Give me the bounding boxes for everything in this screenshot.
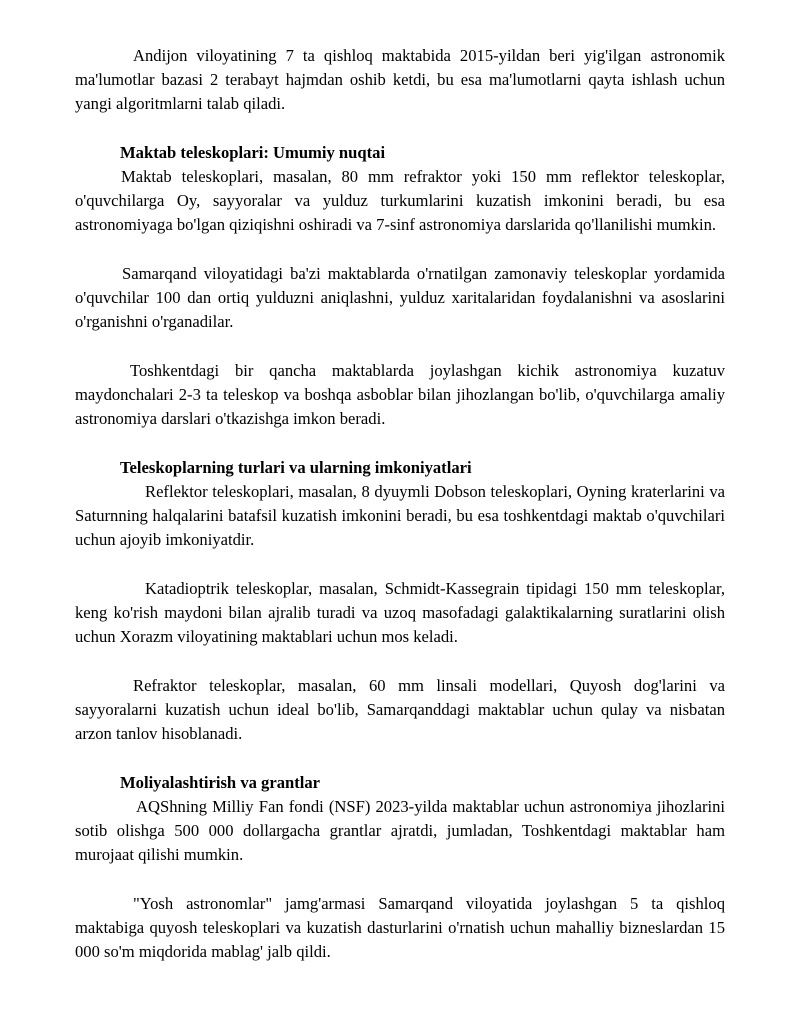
- section-heading-funding: Moliyalashtirish va grantlar: [120, 773, 321, 792]
- intro-paragraph: Andijon viloyatining 7 ta qishloq maktabida 2015-yildan beri yig'ilgan astronomik ma'lumotlar bazasi 2 terabayt hajmdan oshib ketdi, bu esa ma'lumotlarni qayta ishlash uchun yangi algoritmlarni talab qiladi.: [75, 46, 725, 113]
- section-heading-telescope-types: Teleskoplarning turlari va ularning imkoniyatlari: [120, 458, 472, 477]
- section-heading-school-telescopes: Maktab teleskoplari: Umumiy nuqtai: [120, 143, 386, 162]
- paragraph-school-telescopes: Maktab teleskoplari, masalan, 80 mm refraktor yoki 150 mm reflektor teleskoplar, o'quvchilarga Oy, sayyoralar va yulduz turkumlarini kuzatish imkonini beradi, bu esa astronomiyaga bo'lgan qiziqishni oshiradi va 7-sinf astronomiya darslarida qo'llanilishi mumkin.: [75, 167, 725, 234]
- paragraph-toshkent: Toshkentdagi bir qancha maktablarda joylashgan kichik astronomiya kuzatuv maydonchalari 2-3 ta teleskop va boshqa asboblar bilan jihozlangan bo'lib, o'quvchilarga amaliy astronomiya darslari o'tkazishga imkon beradi.: [75, 361, 725, 428]
- paragraph-reflector: Reflektor teleskoplari, masalan, 8 dyuymli Dobson teleskoplari, Oyning kraterlarini va Saturnning halqalarini batafsil kuzatish imkonini beradi, bu esa toshkentdagi maktab o'quvchilari uchun ajoyib imkoniyatdir.: [75, 482, 725, 549]
- paragraph-nsf: AQShning Milliy Fan fondi (NSF) 2023-yilda maktablar uchun astronomiya jihozlarini sotib olishga 500 000 dollargacha grantlar ajratdi, jumladan, Toshkentdagi maktablar ham murojaat qilishi mumkin.: [75, 797, 725, 864]
- paragraph-samarqand: Samarqand viloyatidagi ba'zi maktablarda o'rnatilgan zamonaviy teleskoplar yordamida o'quvchilar 100 dan ortiq yulduzni aniqlashni, yulduz xaritalaridan foydalanishni va asoslarini o'rganishni o'rganadilar.: [75, 264, 725, 331]
- paragraph-catadioptric: Katadioptrik teleskoplar, masalan, Schmidt-Kassegrain tipidagi 150 mm teleskoplar, keng ko'rish maydoni bilan ajralib turadi va uzoq masofadagi galaktikalarning suratlarini olish uchun Xorazm viloyatining maktablari uchun mos keladi.: [75, 579, 725, 646]
- paragraph-refractor: Refraktor teleskoplar, masalan, 60 mm linsali modellari, Quyosh dog'larini va sayyoralarni kuzatish uchun ideal bo'lib, Samarqanddagi maktablar uchun qulay va nisbatan arzon tanlov hisoblanadi.: [75, 676, 725, 743]
- paragraph-young-astronomers: "Yosh astronomlar" jamg'armasi Samarqand viloyatida joylashgan 5 ta qishloq maktabiga quyosh teleskoplari va kuzatish dasturlarini o'rnatish uchun mahalliy bizneslardan 15 000 so'm miqdorida mablag' jalb qildi.: [75, 894, 725, 961]
